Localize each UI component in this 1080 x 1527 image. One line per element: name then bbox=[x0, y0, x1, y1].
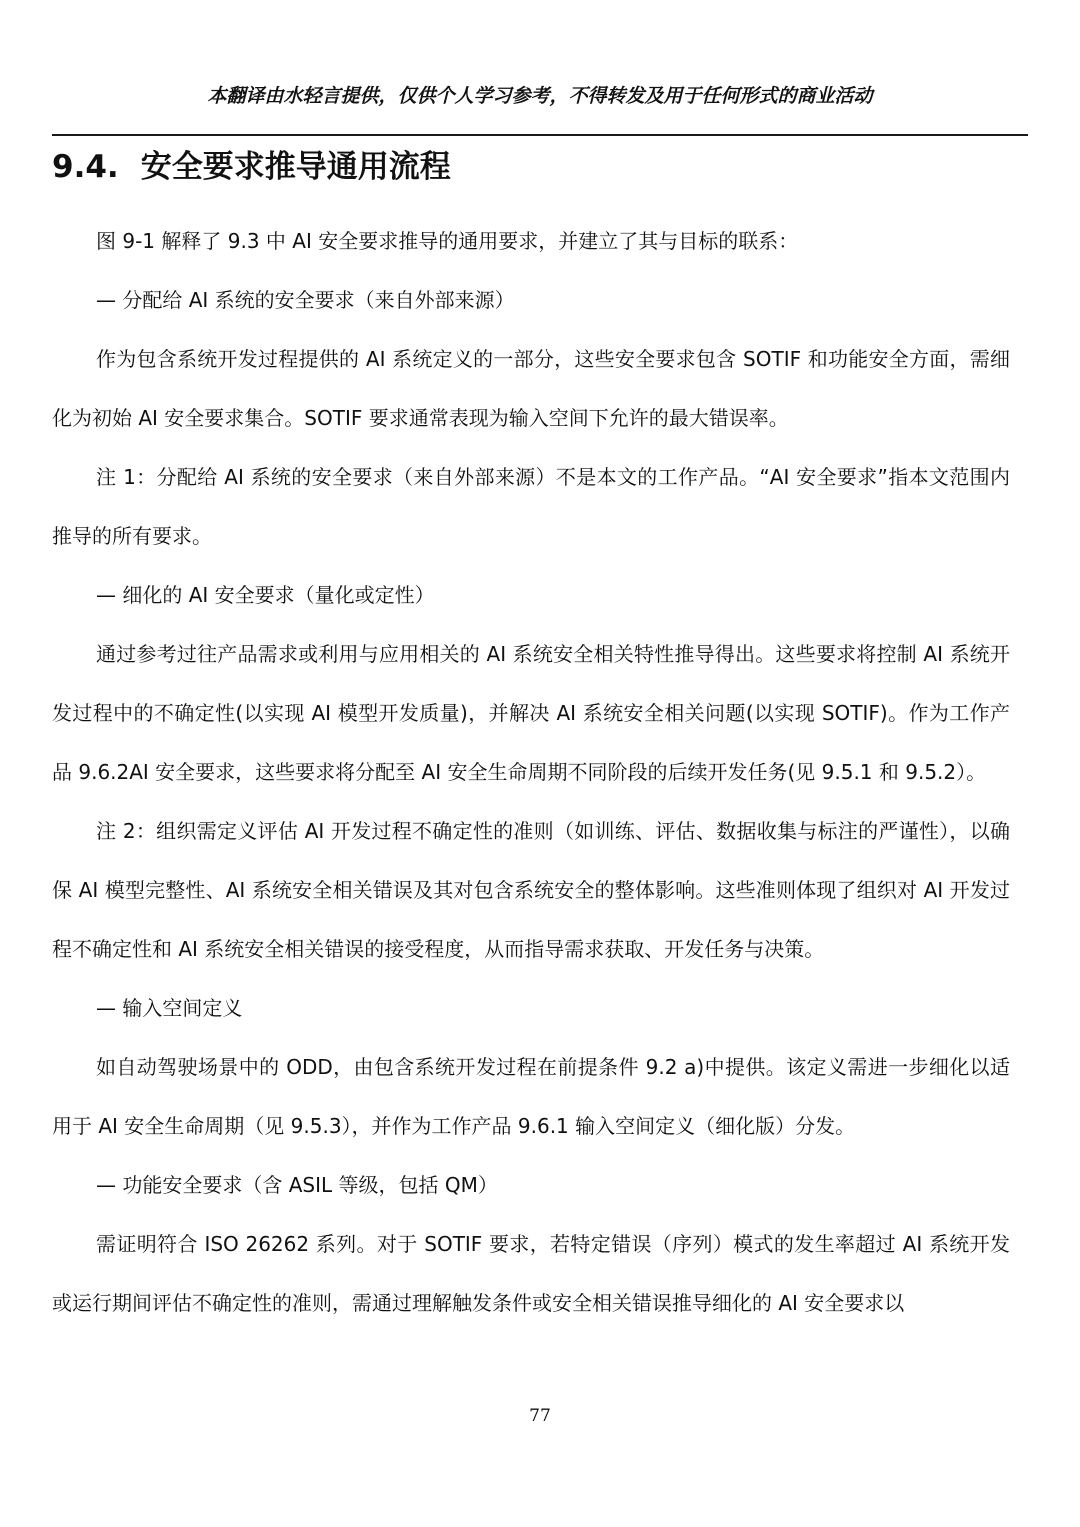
note-paragraph: 注 2：组织需定义评估 AI 开发过程不确定性的准则（如训练、评估、数据收集与标注的严谨性），以确保 AI 模型完整性、AI 系统安全相关错误及其对包含系统安全的整体影响。这些准则体现了组织对 AI 开发过程不确定性和 AI 系统安全相关错误的接受程度，从而指导需求获取、开发任务与决策。 bbox=[52, 819, 1010, 961]
list-item: — 分配给 AI 系统的安全要求（来自外部来源） bbox=[96, 288, 515, 312]
paragraph: 需证明符合 ISO 26262 系列。对于 SOTIF 要求，若特定错误（序列）模式的发生率超过 AI 系统开发或运行期间评估不确定性的准则，需通过理解触发条件或安全相关错误推导细化的 AI 安全要求以 bbox=[52, 1232, 1010, 1315]
header-divider bbox=[52, 134, 1028, 136]
list-item: — 功能安全要求（含 ASIL 等级，包括 QM） bbox=[96, 1173, 498, 1197]
section-heading bbox=[52, 145, 1028, 189]
section-number: 9.4. bbox=[52, 149, 119, 185]
paragraph: 通过参考过往产品需求或利用与应用相关的 AI 系统安全相关特性推导得出。这些要求将控制 AI 系统开发过程中的不确定性(以实现 AI 模型开发质量)，并解决 AI 系统安全相关问题(以实现 SOTIF)。作为工作产品 9.6.2AI 安全要求，这些要求将分配至 AI 安全生命周期不同阶段的后续开发任务(见 9.5.1 和 9.5.2）。 bbox=[52, 642, 1010, 784]
section-title-text: 安全要求推导通用流程 bbox=[140, 149, 451, 185]
note-paragraph: 注 1：分配给 AI 系统的安全要求（来自外部来源）不是本文的工作产品。“AI 安全要求”指本文范围内推导的所有要求。 bbox=[52, 465, 1010, 548]
list-item: — 输入空间定义 bbox=[96, 996, 243, 1020]
body-text bbox=[52, 212, 1010, 1333]
translation-notice-header: 本翻译由水轻言提供，仅供个人学习参考，不得转发及用于任何形式的商业活动 bbox=[207, 85, 873, 107]
paragraph: 如自动驾驶场景中的 ODD，由包含系统开发过程在前提条件 9.2 a)中提供。该定义需进一步细化以适用于 AI 安全生命周期（见 9.5.3），并作为工作产品 9.6.1 输入空间定义（细化版）分发。 bbox=[52, 1055, 1010, 1138]
paragraph: 图 9-1 解释了 9.3 中 AI 安全要求推导的通用要求，并建立了其与目标的联系： bbox=[96, 229, 799, 253]
paragraph: 作为包含系统开发过程提供的 AI 系统定义的一部分，这些安全要求包含 SOTIF 和功能安全方面，需细化为初始 AI 安全要求集合。SOTIF 要求通常表现为输入空间下允许的最大错误率。 bbox=[52, 347, 1010, 430]
page-number: 77 bbox=[529, 1406, 551, 1426]
list-item: — 细化的 AI 安全要求（量化或定性） bbox=[96, 583, 435, 607]
